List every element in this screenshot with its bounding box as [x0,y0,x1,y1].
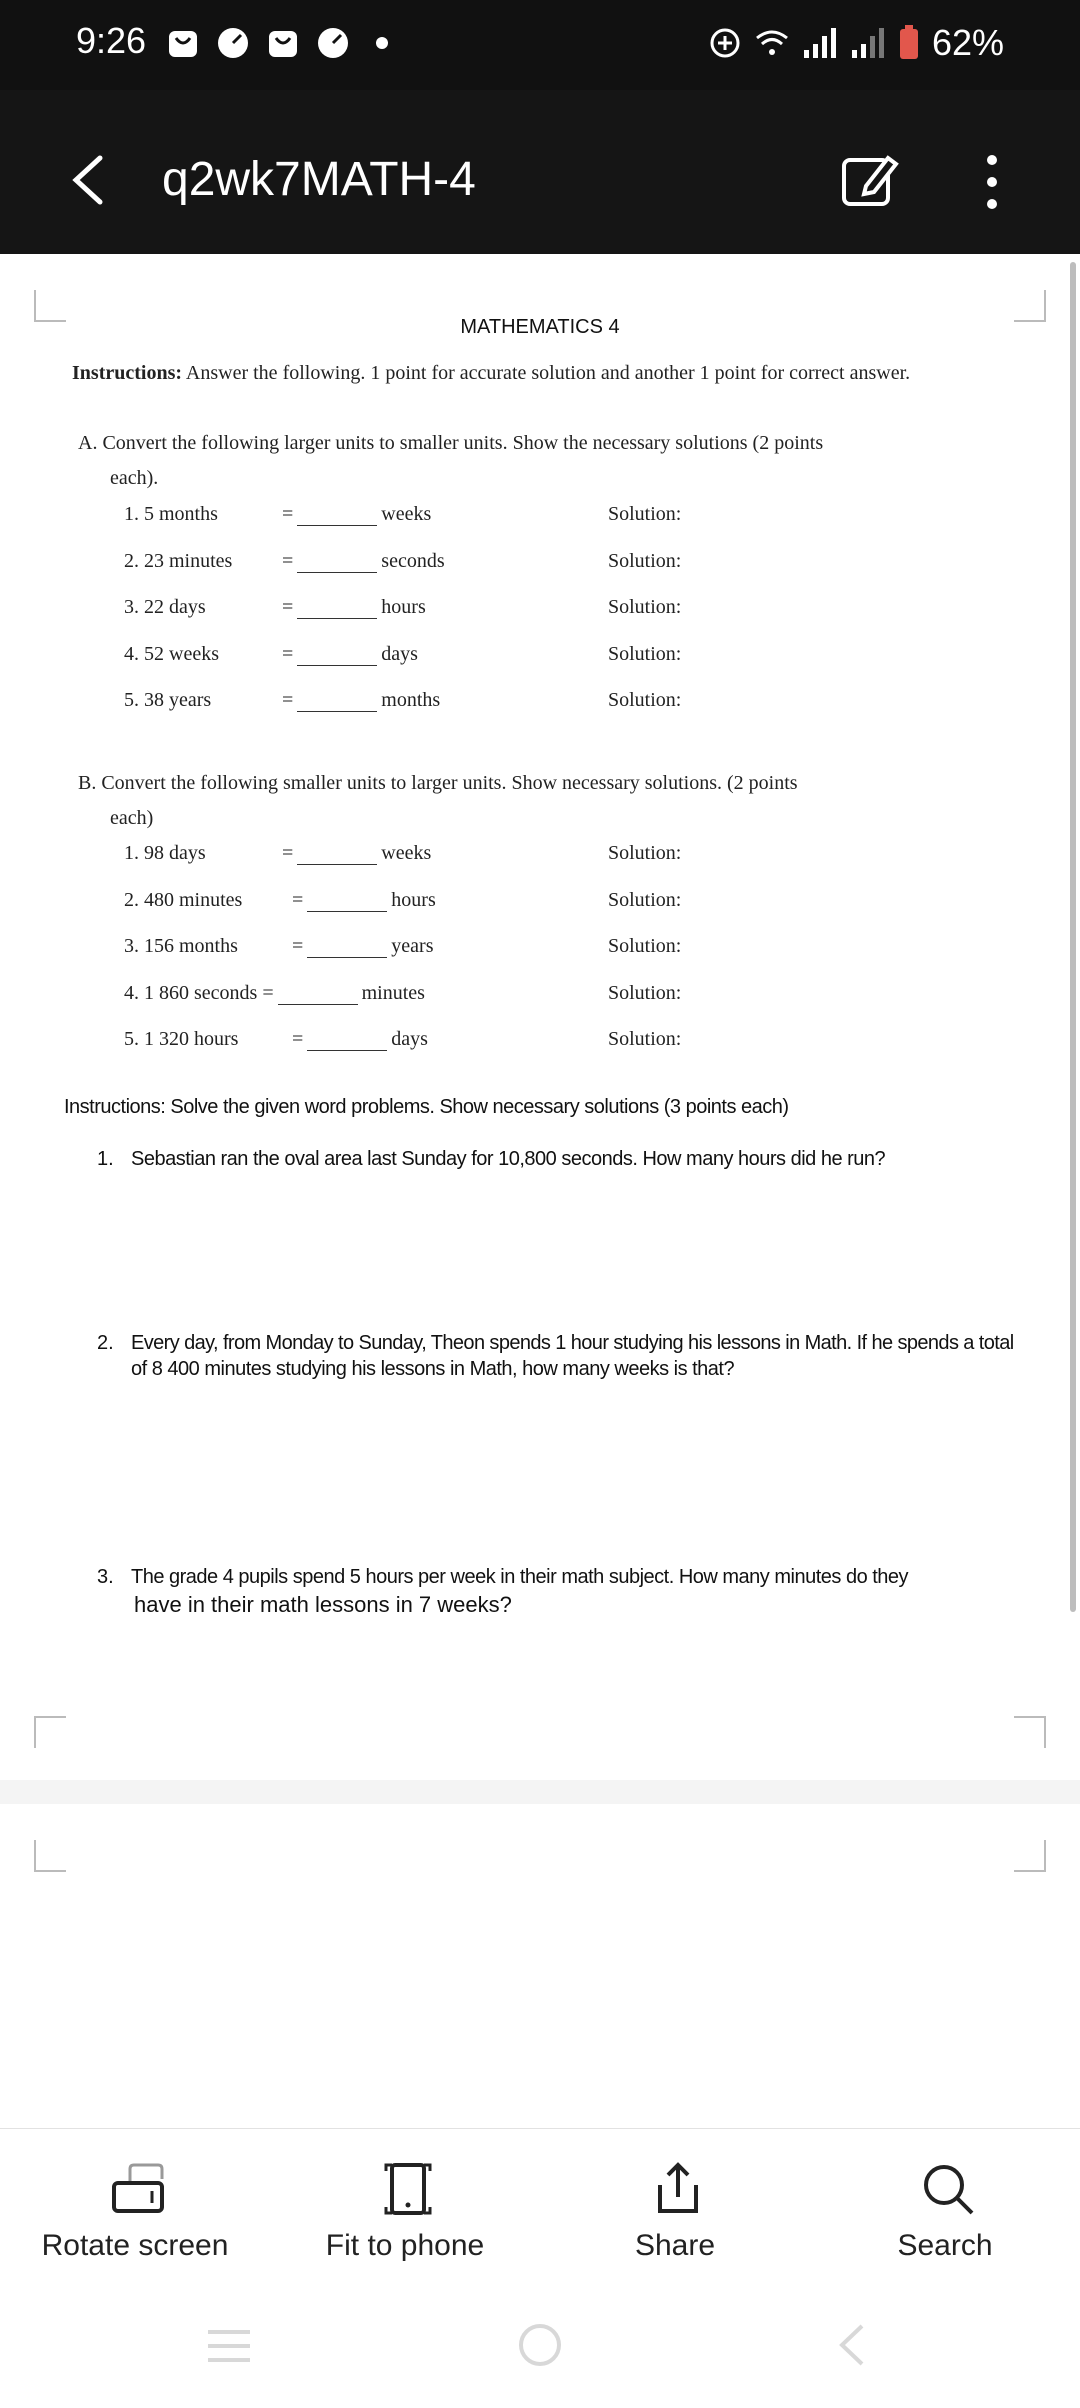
section-a-answer-4: = days [282,643,418,665]
word-problem-3-line-2: have in their math lessons in 7 weeks? [134,1592,512,1617]
section-b-item-3: 3. 156 months [124,935,238,957]
word-problem-3-number: 3. [97,1566,114,1588]
edit-icon[interactable] [840,150,900,210]
section-a-answer-3: = hours [282,596,426,618]
section-a-item-4: 4. 52 weeks [124,643,219,665]
word-problem-2-line-2: of 8 400 minutes studying his lessons in Math, how many weeks is that? [131,1358,735,1380]
signal-2-icon [850,26,886,60]
bottom-toolbar [0,2128,1080,2292]
share-icon [650,2161,706,2217]
document-page[interactable] [0,254,1080,1780]
scrollbar[interactable] [1070,262,1076,1612]
section-b-item-4: 4. 1 860 seconds = minutes [124,982,425,1004]
solution-label: Solution: [608,689,682,711]
gauge-icon [316,26,350,60]
system-icons [708,22,1004,64]
solution-label: Solution: [608,1028,682,1050]
search-button[interactable] [810,2129,1080,2291]
wifi-icon [754,26,790,60]
search-icon [920,2161,976,2217]
solution-label: Solution: [608,935,682,957]
section-b-item-2: 2. 480 minutes [124,889,243,911]
section-b-item-5: 5. 1 320 hours [124,1028,239,1050]
nav-back-icon[interactable] [834,2322,868,2368]
navigation-bar [0,2290,1080,2408]
solution-label: Solution: [608,643,682,665]
page-corner-mark [1014,1840,1046,1872]
recent-apps-icon[interactable] [204,2326,254,2366]
word-problem-1-number: 1. [97,1148,114,1170]
page-corner-mark [1014,1716,1046,1748]
section-a-answer-2: = seconds [282,550,445,572]
word-problem-2-line-1: Every day, from Monday to Sunday, Theon spends 1 hour studying his lessons in Math. If he spends a total [131,1332,1014,1354]
section-a-item-1: 1. 5 months [124,503,218,525]
section-b-answer-2: = hours [292,889,436,911]
section-b-heading: B. Convert the following smaller units to larger units. Show necessary solutions. (2 points [78,772,798,794]
solution-label: Solution: [608,889,682,911]
section-a-item-2: 2. 23 minutes [124,550,233,572]
page-corner-mark [34,1840,66,1872]
page-corner-mark [34,1716,66,1748]
app-bar [0,90,1080,254]
instructions-label: Instructions: [72,362,183,384]
document-page-2[interactable] [0,1804,1080,2128]
gauge-icon [216,26,250,60]
signal-icon [802,26,838,60]
document-title: q2wk7MATH-4 [162,153,476,206]
section-a-item-3: 3. 22 days [124,596,206,618]
section-a-answer-5: = months [282,689,441,711]
section-a-heading-cont: each). [110,467,159,489]
section-b-answer-5: = days [292,1028,428,1050]
battery-icon [898,25,920,61]
back-icon[interactable] [60,150,116,210]
section-a-heading: A. Convert the following larger units to smaller units. Show the necessary solutions (2 points [78,432,824,454]
fit-to-phone-label: Fit to phone [325,2229,485,2262]
section-b-heading-cont: each) [110,807,154,829]
notification-icons [166,26,388,60]
section-a-item-5: 5. 38 years [124,689,212,711]
status-bar [0,0,1080,90]
shopping-bag-icon [266,26,300,60]
word-problem-2-number: 2. [97,1332,114,1354]
doc-heading: MATHEMATICS 4 [460,316,620,338]
battery-percent: 62% [931,22,1004,63]
more-icon[interactable] [980,150,1004,214]
fit-to-phone-icon [380,2161,436,2217]
section-b-item-1: 1. 98 days [124,842,206,864]
section-b-answer-3: = years [292,935,434,957]
home-icon[interactable] [517,2322,563,2368]
rotate-screen-button[interactable] [0,2129,270,2291]
section-b-answer-1: = weeks [282,842,432,864]
solution-label: Solution: [608,550,682,572]
solution-label: Solution: [608,842,682,864]
rotate-screen-icon [110,2161,166,2217]
word-problems-instructions: Instructions: Solve the given word problems. Show necessary solutions (3 points each) [64,1096,789,1118]
share-button[interactable] [540,2129,810,2291]
share-label: Share [634,2229,716,2262]
instructions-paragraph [72,356,982,391]
section-a-answer-1: = weeks [282,503,432,525]
status-time: 9:26 [76,20,147,61]
search-label: Search [897,2229,993,2262]
shopping-bag-icon [166,26,200,60]
solution-label: Solution: [608,596,682,618]
word-problem-1: Sebastian ran the oval area last Sunday for 10,800 seconds. How many hours did he run? [131,1148,886,1170]
word-problem-3-line-1: The grade 4 pupils spend 5 hours per week in their math subject. How many minutes do they [131,1566,909,1588]
solution-label: Solution: [608,503,682,525]
data-saver-icon [708,26,742,60]
more-notifications-dot [376,37,388,49]
fit-to-phone-button[interactable] [270,2129,540,2291]
instructions-text: Answer the following. 1 point for accurate solution and another 1 point for correct answer. [185,362,911,384]
solution-label: Solution: [608,982,682,1004]
rotate-screen-label: Rotate screen [41,2229,229,2262]
